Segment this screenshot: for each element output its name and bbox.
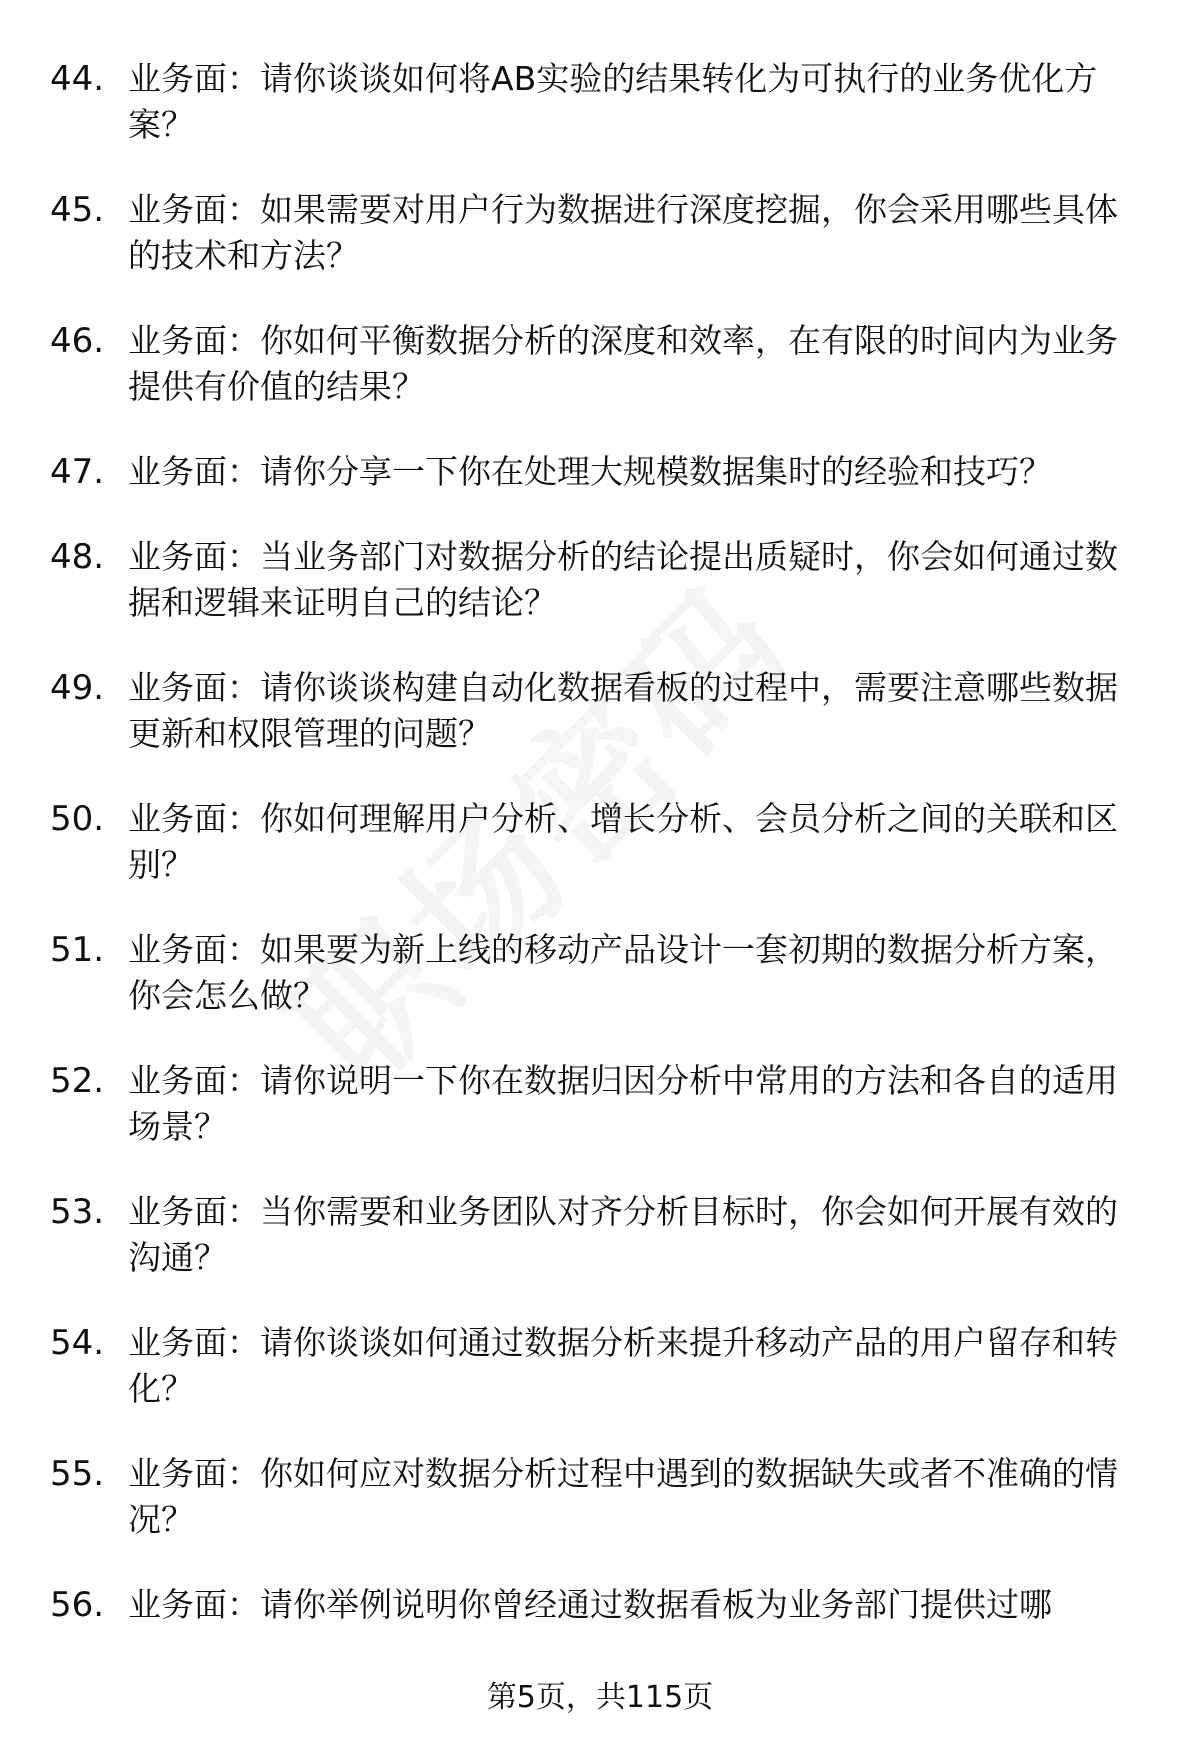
- question-item: [0, 1320, 1200, 1451]
- question-text: 业务面：如果需要对用户行为数据进行深度挖掘，你会采用哪些具体的技术和方法？: [128, 190, 1118, 275]
- question-item: [0, 1451, 1200, 1582]
- question-item: [0, 1189, 1200, 1320]
- question-text: 业务面：你如何应对数据分析过程中遇到的数据缺失或者不准确的情况？: [128, 1454, 1118, 1539]
- question-text: 业务面：请你谈谈如何通过数据分析来提升移动产品的用户留存和转化？: [128, 1323, 1118, 1408]
- question-text: 业务面：请你举例说明你曾经通过数据看板为业务部门提供过哪: [128, 1585, 1052, 1624]
- question-text: 业务面：请你分享一下你在处理大规模数据集时的经验和技巧？: [128, 452, 1052, 491]
- question-item: [0, 1058, 1200, 1189]
- question-text: 业务面：当你需要和业务团队对齐分析目标时，你会如何开展有效的沟通？: [128, 1192, 1118, 1277]
- question-text: 业务面：你如何理解用户分析、增长分析、会员分析之间的关联和区别？: [128, 799, 1118, 884]
- question-text: 业务面：请你谈谈如何将AB实验的结果转化为可执行的业务优化方案？: [128, 59, 1098, 144]
- question-number: 45.: [50, 190, 105, 230]
- question-number: 46.: [50, 321, 105, 361]
- question-item: [0, 665, 1200, 796]
- question-item: [0, 927, 1200, 1058]
- question-item: [0, 796, 1200, 927]
- question-text: 业务面：请你说明一下你在数据归因分析中常用的方法和各自的适用场景？: [128, 1061, 1118, 1146]
- question-number: 51.: [50, 930, 105, 970]
- question-item: [0, 449, 1200, 534]
- question-item: [0, 1582, 1200, 1642]
- question-number: 50.: [50, 799, 105, 839]
- question-number: 44.: [50, 59, 105, 99]
- question-item: [0, 318, 1200, 449]
- question-number: 52.: [50, 1061, 105, 1101]
- question-text: 业务面：如果要为新上线的移动产品设计一套初期的数据分析方案，你会怎么做？: [128, 930, 1118, 1015]
- question-number: 48.: [50, 537, 105, 577]
- question-text: 业务面：你如何平衡数据分析的深度和效率，在有限的时间内为业务提供有价值的结果？: [128, 321, 1118, 406]
- question-text: 业务面：当业务部门对数据分析的结论提出质疑时，你会如何通过数据和逻辑来证明自己的结论？: [128, 537, 1118, 622]
- question-item: [0, 187, 1200, 318]
- question-number: 56.: [50, 1585, 105, 1625]
- question-number: 47.: [50, 452, 105, 492]
- question-item: [0, 534, 1200, 665]
- question-number: 49.: [50, 668, 105, 708]
- question-number: 53.: [50, 1192, 105, 1232]
- question-number: 54.: [50, 1323, 105, 1363]
- question-number: 55.: [50, 1454, 105, 1494]
- question-text: 业务面：请你谈谈构建自动化数据看板的过程中，需要注意哪些数据更新和权限管理的问题？: [128, 668, 1118, 753]
- page-footer: 第5页，共115页: [486, 1680, 714, 1715]
- question-item: [0, 56, 1200, 187]
- question-list: [0, 56, 1200, 1642]
